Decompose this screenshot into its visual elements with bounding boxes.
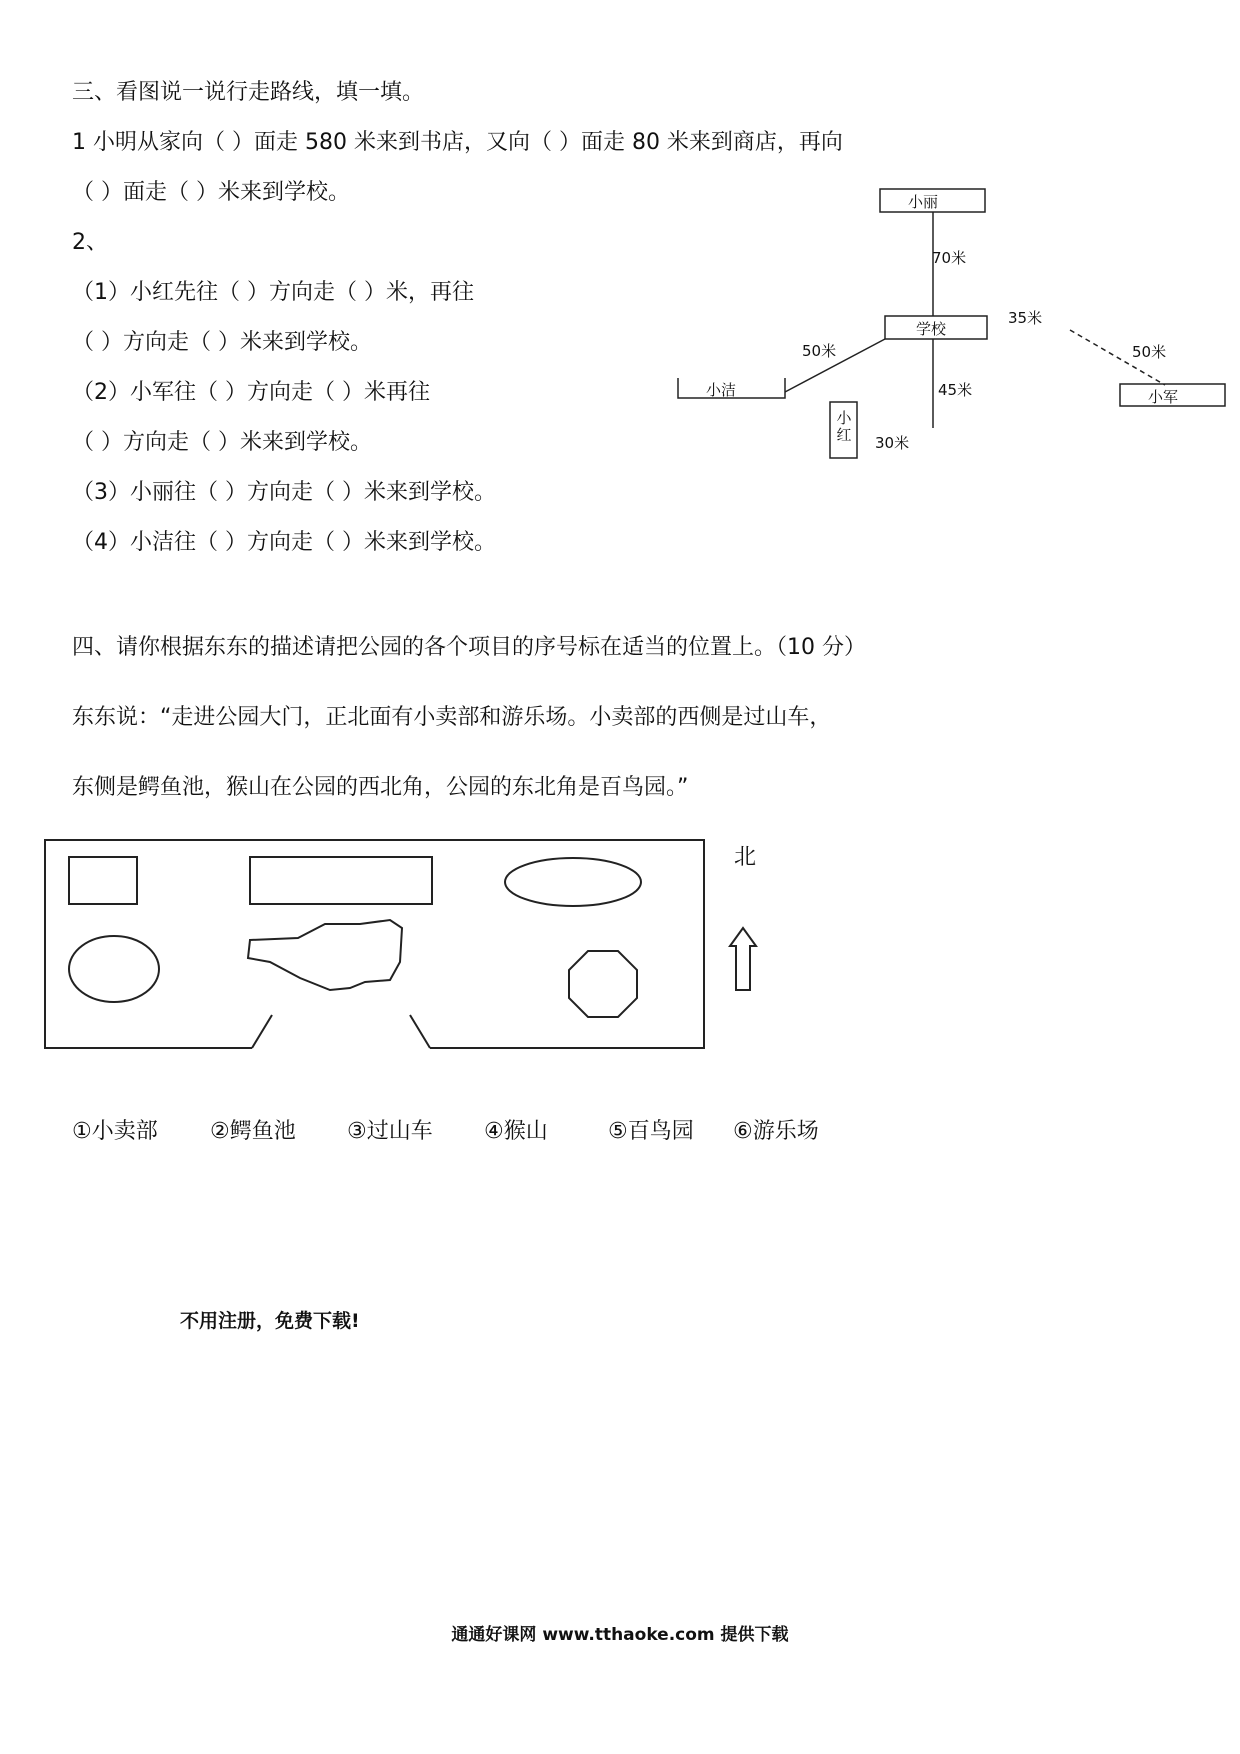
- q2-1-line-a: （1）小红先往（ ）方向走（ ）米，再往: [72, 280, 474, 305]
- q2-2-line-b: （ ）方向走（ ）米来到学校。: [72, 430, 372, 455]
- park-spot-left: [69, 936, 159, 1002]
- gate-wall-left: [252, 1015, 272, 1048]
- xiaojie-label: 小洁: [706, 381, 737, 399]
- q1-line1: 1 小明从家向（ ）面走 580 米来到书店，又向（ ）面走 80 米来到商店，再向: [72, 130, 843, 155]
- option-1: ①小卖部: [72, 1119, 158, 1144]
- park-spot-center: [248, 920, 402, 990]
- distance-north: 70米: [932, 249, 967, 267]
- option-2: ②鳄鱼池: [210, 1119, 296, 1144]
- footer-text: 通通好课网 www.tthaoke.com 提供下载: [451, 1625, 789, 1645]
- park-boundary: [45, 840, 704, 1048]
- north-arrow-icon: [730, 928, 756, 990]
- north-label: 北: [734, 845, 757, 870]
- q2-label: 2、: [72, 230, 108, 255]
- park-spot-top-middle: [250, 857, 432, 904]
- xiaoli-label: 小丽: [908, 193, 939, 211]
- xiaojun-label: 小军: [1148, 388, 1179, 406]
- section4-title: 四、请你根据东东的描述请把公园的各个项目的序号标在适当的位置上。（10 分）: [72, 635, 866, 660]
- q2-2-line-a: （2）小军往（ ）方向走（ ）米再往: [72, 380, 430, 405]
- school-label: 学校: [916, 320, 947, 338]
- xiaohong-label: 小红: [836, 409, 852, 444]
- q2-1-line-b: （ ）方向走（ ）米来到学校。: [72, 330, 372, 355]
- park-spot-top-right: [505, 858, 641, 906]
- promo-text: 不用注册，免费下载!: [180, 1310, 360, 1332]
- option-3: ③过山车: [347, 1119, 433, 1144]
- q2-3-line: （3）小丽往（ ）方向走（ ）米来到学校。: [72, 480, 496, 505]
- section3-title: 三、看图说一说行走路线，填一填。: [72, 80, 425, 105]
- q1-line2: （ ）面走（ ）米来到学校。: [72, 180, 350, 205]
- distance-south: 45米: [938, 381, 973, 399]
- distance-east-2: 50米: [1132, 343, 1167, 361]
- section4-desc-2: 东侧是鳄鱼池，猴山在公园的西北角，公园的东北角是百鸟园。”: [72, 775, 689, 800]
- distance-south-2: 30米: [875, 434, 910, 452]
- distance-east-1: 35米: [1008, 309, 1043, 327]
- park-spot-top-left: [69, 857, 137, 904]
- section4-desc-1: 东东说：“走进公园大门，正北面有小卖部和游乐场。小卖部的西侧是过山车，: [72, 705, 832, 730]
- option-6: ⑥游乐场: [733, 1119, 819, 1144]
- park-spot-right: [569, 951, 637, 1017]
- option-4: ④猴山: [484, 1119, 548, 1144]
- distance-west: 50米: [802, 342, 837, 360]
- option-5: ⑤百鸟园: [608, 1119, 694, 1144]
- q2-4-line: （4）小洁往（ ）方向走（ ）米来到学校。: [72, 530, 496, 555]
- gate-wall-right: [410, 1015, 430, 1048]
